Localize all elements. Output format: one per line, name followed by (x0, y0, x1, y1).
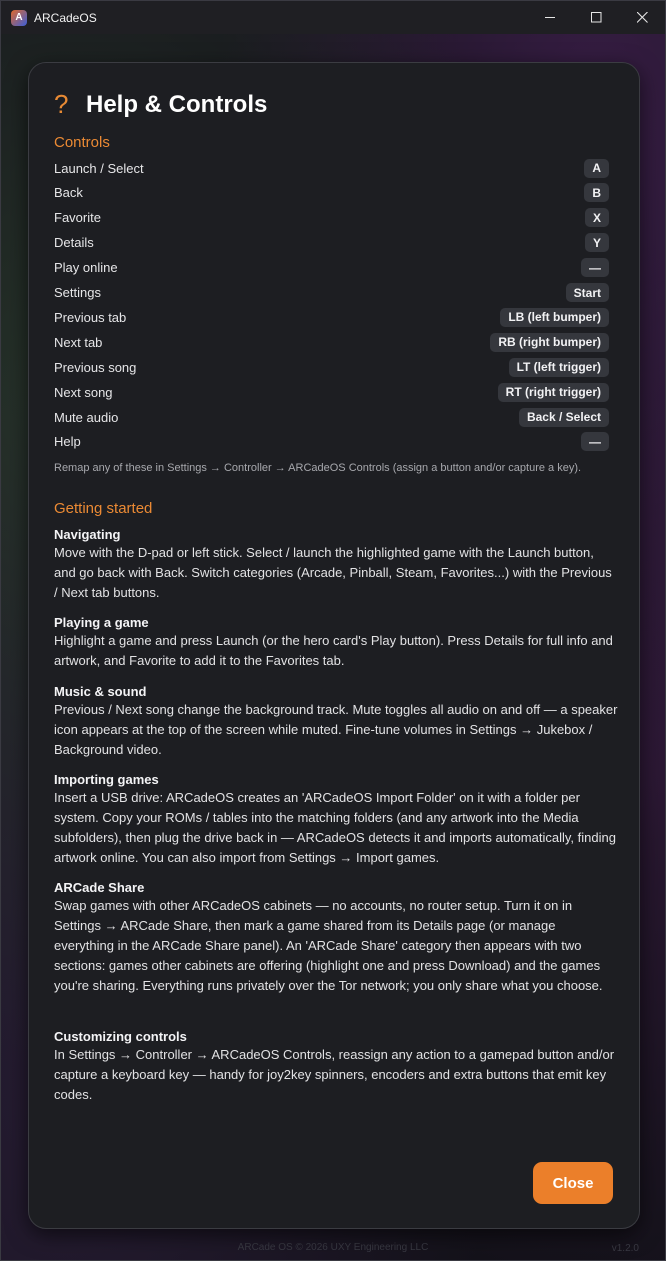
close-icon (637, 12, 648, 23)
control-key-badge: X (585, 208, 609, 227)
topic-title: Importing games (54, 772, 159, 787)
control-action-label: Previous song (54, 359, 137, 375)
maximize-button[interactable] (573, 1, 619, 34)
control-row (54, 232, 609, 254)
control-key-badge: Y (585, 233, 609, 252)
close-window-button[interactable] (619, 1, 665, 34)
control-key-badge: LT (left trigger) (509, 358, 609, 377)
control-action-label: Play online (54, 260, 118, 276)
control-key-badge: Start (566, 283, 609, 302)
question-mark-icon: ? (54, 89, 69, 119)
minimize-button[interactable] (527, 1, 573, 34)
control-key-badge: B (584, 183, 609, 202)
control-row (54, 282, 609, 304)
remap-note: Remap any of these in Settings → Controller → ARCadeOS Controls (assign a button and/or capture a key). (54, 462, 582, 474)
control-action-label: Previous tab (54, 309, 127, 325)
control-key-badge: — (581, 432, 609, 451)
maximize-icon (591, 12, 602, 23)
control-row (54, 406, 609, 428)
control-action-label: Next song (54, 384, 113, 400)
control-action-label: Details (54, 235, 94, 251)
control-action-label: Launch / Select (54, 160, 144, 176)
control-key-badge: LB (left bumper) (500, 308, 609, 327)
topic-body: Insert a USB drive: ARCadeOS creates an 'ARCadeOS Import Folder' on it with a folder per system. Copy your ROMs / tables into the matching folders (and any artwork into the Media subfolders), then plug the drive back in — ARCadeOS detects it and imports automatically, finding artwork online. You can also import from Settings → Import games. (54, 790, 616, 865)
control-row (54, 182, 609, 204)
topic-title: Playing a game (54, 615, 149, 630)
control-action-label: Settings (54, 285, 101, 300)
help-dialog (28, 62, 640, 1229)
topic-navigating (54, 526, 619, 603)
topic-arcade-share (54, 879, 619, 996)
copyright-text: ARCade OS © 2026 UXY Engineering LLC (237, 1242, 429, 1253)
control-row (54, 257, 609, 279)
topic-importing-games (54, 771, 619, 868)
topic-playing-a-game (54, 614, 619, 671)
topic-body: Swap games with other ARCadeOS cabinets — no accounts, no router setup. Turn it on in Settings → ARCade Share, then mark a game shared from its Details page (or manage everything in the ARCade Share panel). An 'ARCade Share' category then appears with two sections: games other cabinets are offering (highlight one and press Download) and the games you're sharing. Everything runs privately over the Tor network; you only share what you choose. (54, 898, 603, 993)
control-row (54, 331, 609, 353)
dialog-header (54, 89, 267, 120)
control-key-badge: A (584, 159, 609, 178)
control-action-label: Mute audio (54, 409, 119, 425)
control-key-badge: RB (right bumper) (490, 333, 609, 352)
app-icon: A (11, 10, 27, 26)
control-row (54, 207, 609, 229)
close-button[interactable]: Close (533, 1162, 613, 1204)
version-text: v1.2.0 (611, 1243, 639, 1254)
dialog-title: Help & Controls (86, 90, 268, 118)
window-title: ARCadeOS (34, 10, 97, 25)
control-key-badge: Back / Select (519, 408, 609, 427)
control-row (54, 157, 609, 179)
control-row (54, 381, 609, 403)
control-action-label: Next tab (54, 334, 103, 350)
topic-title: Customizing controls (54, 1029, 187, 1044)
topic-body: Move with the D-pad or left stick. Select / launch the highlighted game with the Launch button, and go back with Back. Switch categories (Arcade, Pinball, Steam, Favorites...) with the Previous / Next tab buttons. (54, 545, 612, 600)
control-action-label: Favorite (54, 210, 101, 226)
control-row (54, 306, 609, 328)
title-bar (1, 1, 665, 34)
topic-title: Music & sound (54, 684, 147, 699)
controls-heading: Controls (54, 134, 110, 151)
control-row (54, 431, 609, 453)
topic-body: Highlight a game and press Launch (or the hero card's Play button). Press Details for full info and artwork, and Favorite to add it to the Favorites tab. (54, 633, 613, 668)
topic-body: In Settings → Controller → ARCadeOS Controls, reassign any action to a gamepad button and/or capture a keyboard key — handy for joy2key spinners, encoders and extra buttons that emit key codes. (54, 1047, 615, 1102)
topic-body: Previous / Next song change the background track. Mute toggles all audio on and off — a speaker icon appears at the top of the screen while muted. Fine-tune volumes in Settings → Jukebox / Background video. (54, 702, 618, 757)
control-key-badge: RT (right trigger) (498, 383, 609, 402)
control-action-label: Help (54, 434, 81, 450)
getting-started-heading: Getting started (54, 500, 153, 517)
topic-music-and-sound (54, 683, 619, 760)
topic-title: ARCade Share (54, 880, 145, 895)
control-action-label: Back (54, 185, 83, 201)
window-controls (527, 1, 665, 34)
minimize-icon (545, 12, 556, 23)
control-row (54, 356, 609, 378)
topic-customizing-controls (54, 1028, 619, 1105)
control-key-badge: — (581, 258, 609, 277)
topic-title: Navigating (54, 527, 121, 542)
